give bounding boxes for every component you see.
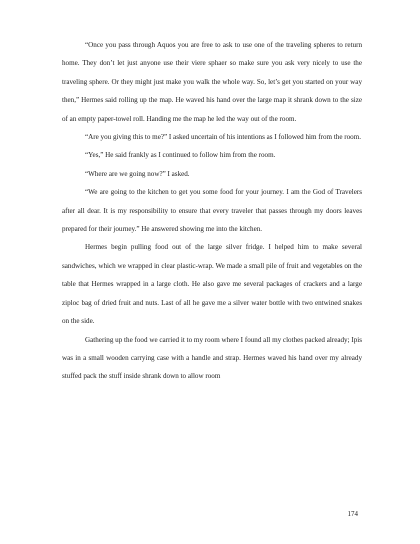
body-text bbox=[62, 36, 362, 386]
paragraph: Gathering up the food we carried it to my room where I found all my clothes packed already; Ipis was in a small wooden carrying case with a handle and strap. Hermes waved his hand over my already stuffed pack the stuff inside shrank down to allow room bbox=[62, 335, 362, 381]
paragraph: “We are going to the kitchen to get you some food for your journey. I am the God of Travelers after all dear. It is my responsibility to ensure that every traveler that passes through my doors leaves prepared for their journey.” He answered showing me into the kitchen. bbox=[62, 188, 362, 234]
page-number: 174 bbox=[347, 510, 358, 518]
paragraph: “Are you giving this to me?” I asked uncertain of his intentions as I followed him from the room. bbox=[85, 133, 362, 142]
paragraph: “Where are we going now?” I asked. bbox=[85, 169, 190, 178]
paragraph: “Once you pass through Aquos you are free to ask to use one of the traveling spheres to return home. They don’t let just anyone use their viere sphaer so make sure you ask very nicely to use the traveling sphere. Or they might just make you walk the whole way. So, let’s get you started on your way then,” Hermes said rolling up the map. He waved his hand over the large map it shrank down to the size of an empty paper-towel roll. Handing me the map he led the way out of the room. bbox=[62, 41, 362, 123]
paragraph: Hermes begin pulling food out of the large silver fridge. I helped him to make several sandwiches, which we wrapped in clear plastic-wrap. We made a small pile of fruit and vegetables on the table that Hermes wrapped in a large cloth. He also gave me several packages of crackers and a large ziploc bag of dried fruit and nuts. Last of all he gave me a silver water bottle with two entwined snakes on the side. bbox=[62, 243, 362, 326]
paragraph: “Yes,” He said frankly as I continued to follow him from the room. bbox=[85, 151, 276, 160]
